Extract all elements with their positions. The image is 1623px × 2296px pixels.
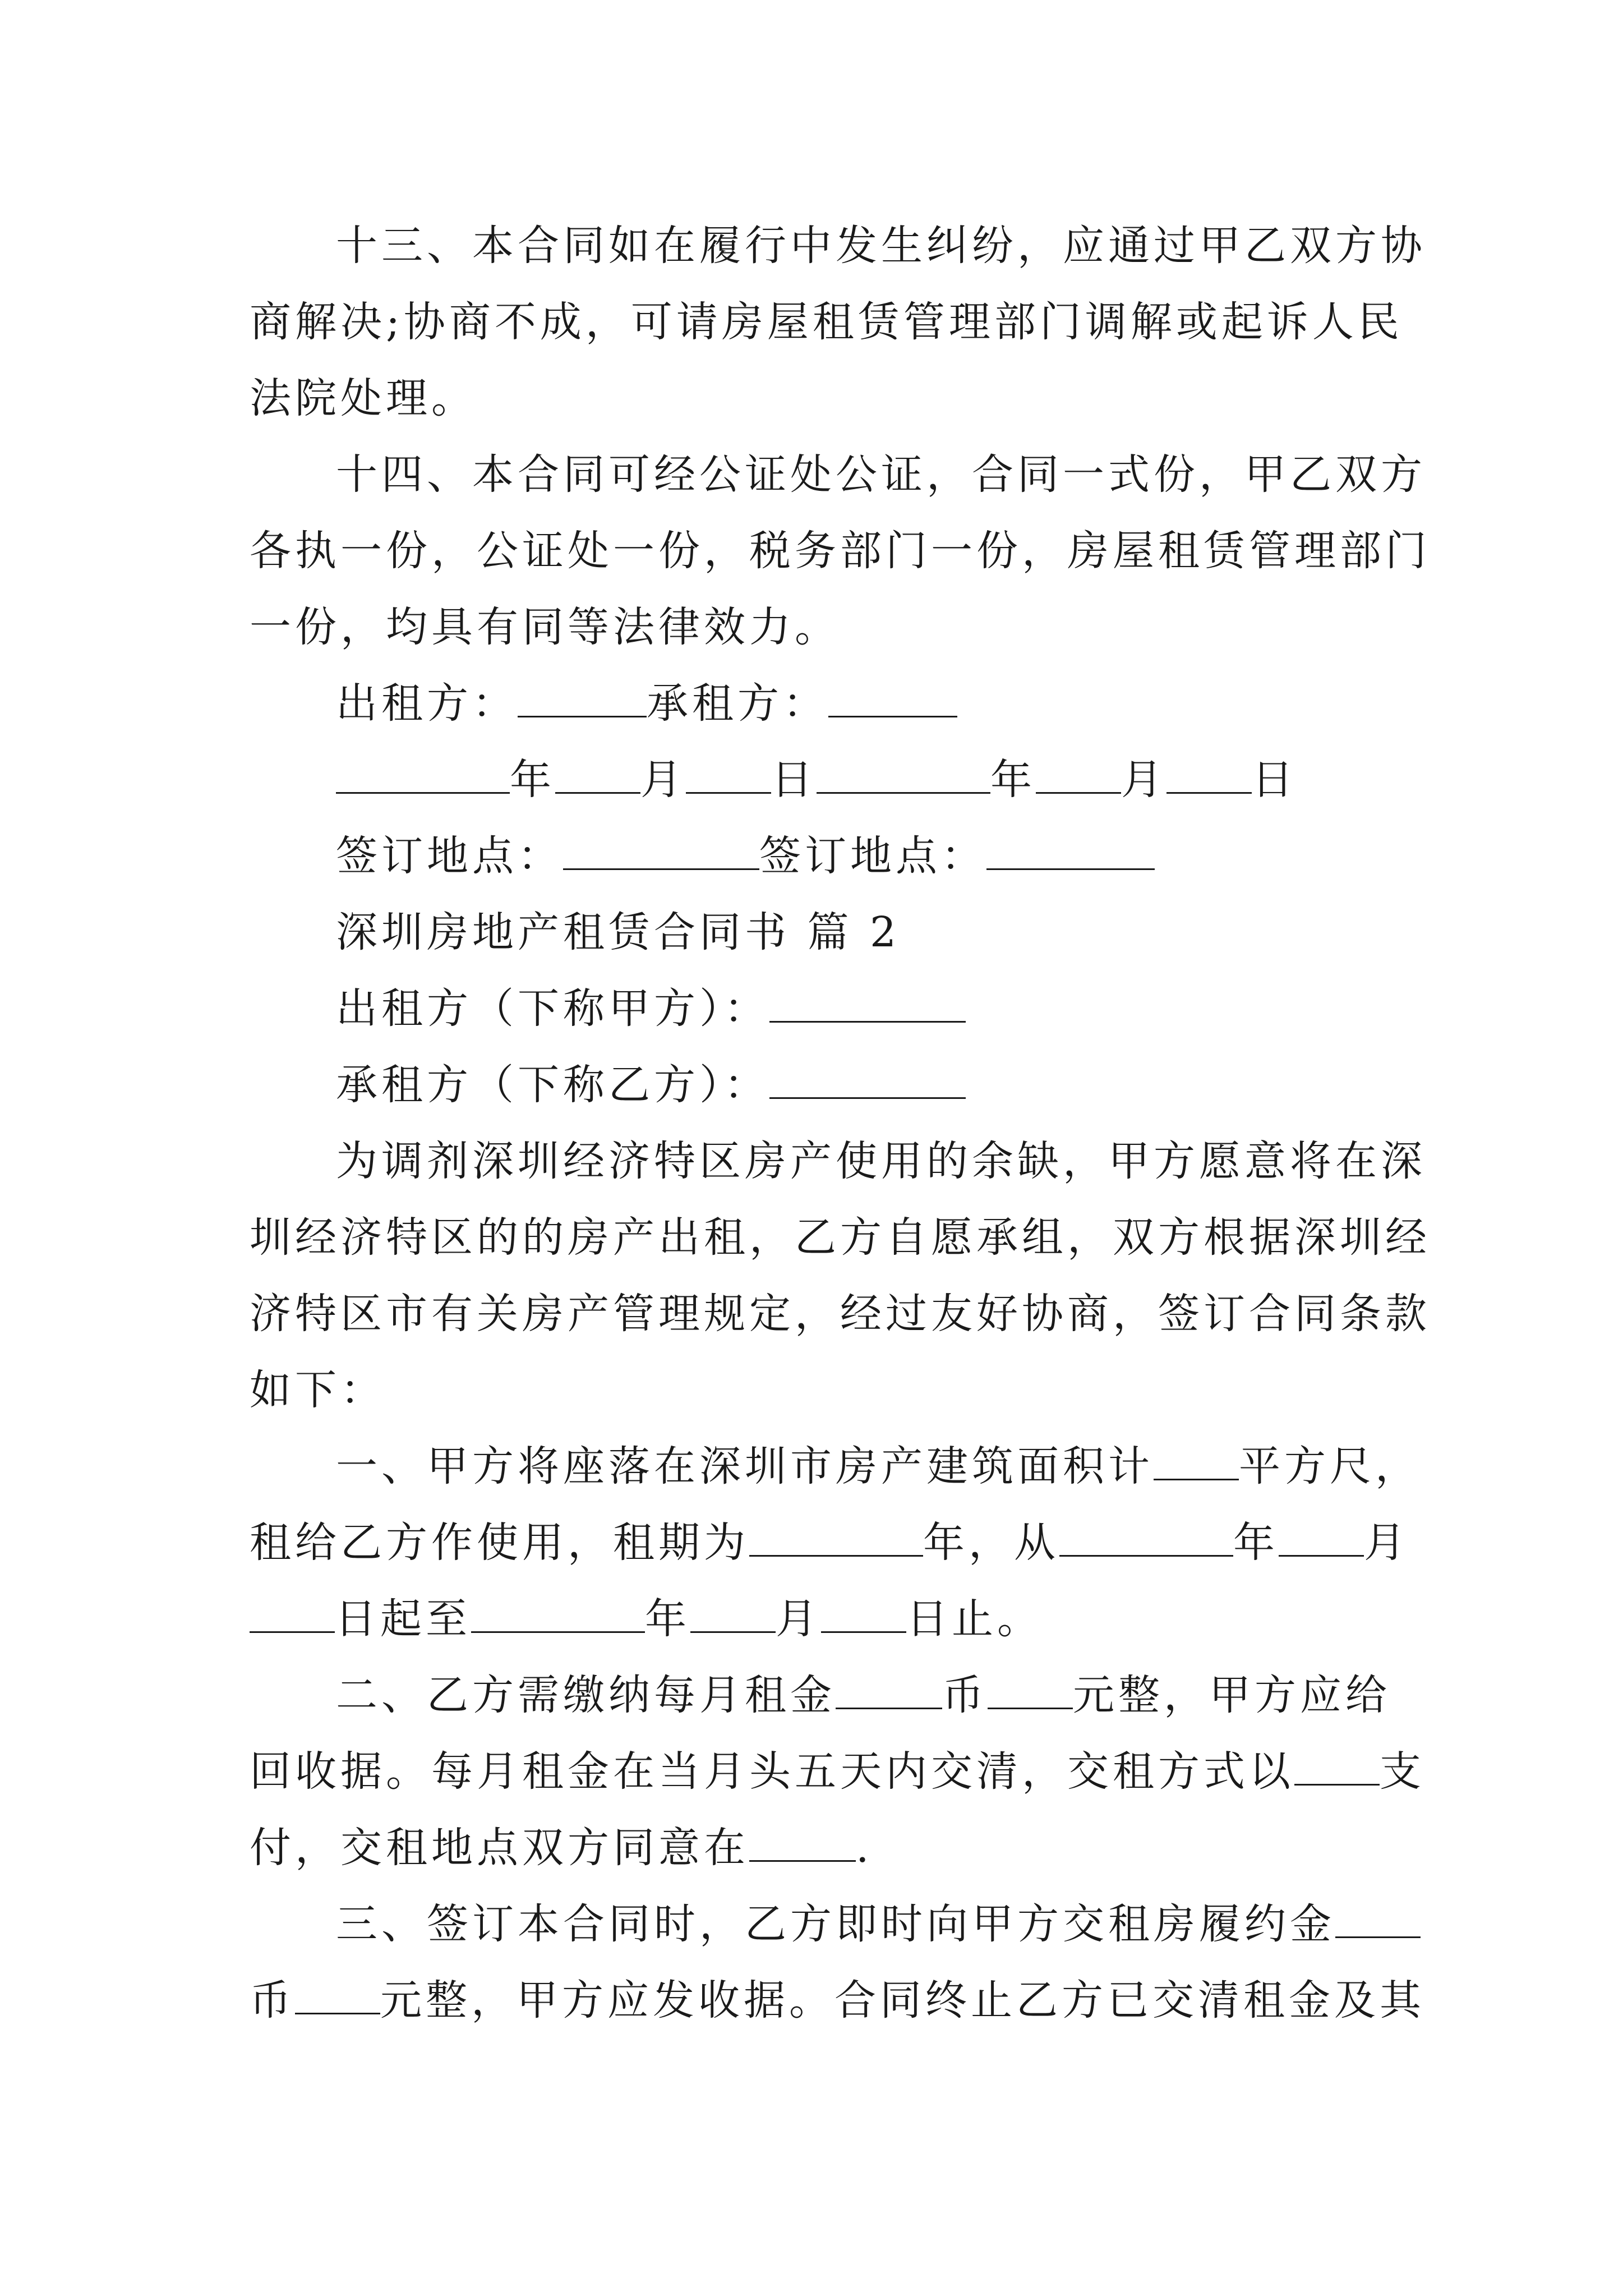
place-blank [986, 832, 1155, 870]
place-blank [563, 832, 759, 870]
clause-text: 回收据。每月租金在当月头五天内交清，交租方式以 [250, 1747, 1294, 1796]
party-b-line [336, 1047, 1480, 1123]
clause-3 [250, 1886, 1425, 2039]
clause-text: 币 [942, 1671, 988, 1719]
clause-1 [250, 1428, 1421, 1657]
clause-text: 月 [776, 1595, 821, 1643]
text-line: 圳经济特区的的房产出租，乙方自愿承组，双方根据深圳经 [250, 1213, 1431, 1262]
clause-text: 支 [1380, 1747, 1425, 1796]
clause-text: 币 [250, 1976, 295, 2024]
clause-text: 年 [1233, 1519, 1279, 1567]
signature-places-line [336, 818, 1480, 894]
clause-text: 年，从 [923, 1519, 1059, 1567]
clause-text: 一、甲方将座落在深圳市房产建筑面积计 [336, 1442, 1154, 1490]
section-heading: 深圳房地产租赁合同书 篇 2 [336, 908, 901, 956]
clause-text: 月 [1364, 1519, 1409, 1567]
lessor-label: 出租方： [336, 679, 518, 728]
day-blank [686, 756, 771, 794]
text-line [250, 1504, 1409, 1581]
text-line: 济特区市有关房产管理规定，经过友好协商，签订合同条款 [250, 1290, 1431, 1338]
clause-text: 日止。 [906, 1595, 1043, 1643]
text-line: 各执一份，公证处一份，税务部门一份，房屋租赁管理部门 [250, 527, 1431, 575]
year-blank [471, 1595, 645, 1633]
month-blank [1036, 756, 1121, 794]
deposit-currency-blank [1335, 1901, 1421, 1938]
month-blank [690, 1595, 776, 1633]
clause-text: . [856, 1824, 873, 1872]
lessee-label: 承租方： [647, 679, 828, 728]
text-line: 法院处理。 [250, 374, 477, 422]
year-label: 年 [990, 756, 1036, 804]
deposit-amount-blank [295, 1977, 380, 2014]
clause-text: 日起至 [335, 1595, 471, 1643]
text-line [250, 1428, 1421, 1504]
place-label: 签订地点： [336, 832, 563, 880]
year-blank [1059, 1519, 1233, 1557]
month-label: 月 [1121, 756, 1166, 804]
text-line [250, 1962, 1425, 2039]
day-blank [250, 1595, 335, 1633]
clause-text: 平方尺， [1239, 1442, 1421, 1490]
text-line: 商解决;协商不成，可请房屋租赁管理部门调解或起诉人民 [250, 298, 1403, 346]
clause-text: 元整，甲方应给 [1073, 1671, 1391, 1719]
year-blank [817, 756, 990, 794]
text-line [250, 1657, 1394, 1733]
preamble-paragraph [250, 1123, 1431, 1428]
party-b-label: 承租方（下称乙方）： [336, 1061, 769, 1109]
day-label: 日 [771, 756, 817, 804]
signature-dates-line [336, 742, 1480, 818]
clause-2 [250, 1657, 1425, 1886]
party-a-label: 出租方（下称甲方）： [336, 984, 769, 1033]
payment-method-blank [1294, 1748, 1380, 1786]
month-label: 月 [640, 756, 686, 804]
text-line: 为调剂深圳经济特区房产使用的余缺，甲方愿意将在深 [336, 1137, 1426, 1185]
place-label: 签订地点： [759, 832, 986, 880]
location-blank [749, 1824, 856, 1862]
text-line: 十三、本合同如在履行中发生纠纷，应通过甲乙双方协 [336, 222, 1426, 270]
lessee-blank [828, 680, 957, 717]
clause-text: 付，交租地点双方同意在 [250, 1824, 749, 1872]
day-blank [1166, 756, 1252, 794]
currency-blank [836, 1672, 942, 1709]
party-a-blank [769, 985, 966, 1023]
year-label: 年 [510, 756, 555, 804]
day-label: 日 [1252, 756, 1297, 804]
area-blank [1154, 1443, 1239, 1480]
party-b-blank [769, 1061, 966, 1099]
month-blank [1279, 1519, 1364, 1557]
text-line [250, 1810, 1394, 1886]
text-line [250, 1733, 1425, 1810]
clause-text: 年 [645, 1595, 690, 1643]
party-a-line [336, 970, 1480, 1047]
clause-text: 三、签订本合同时，乙方即时向甲方交租房履约金 [336, 1900, 1335, 1948]
term-blank [749, 1519, 923, 1557]
day-blank [821, 1595, 906, 1633]
article-14 [250, 436, 1431, 665]
amount-blank [988, 1672, 1073, 1709]
month-blank [555, 756, 640, 794]
clause-text: 元整，甲方应发收据。合同终止乙方已交清租金及其 [380, 1976, 1425, 2024]
text-line: 一份，均具有同等法律效力。 [250, 603, 840, 651]
clause-text: 二、乙方需缴纳每月租金 [336, 1671, 836, 1719]
clause-text: 租给乙方作使用，租期为 [250, 1519, 749, 1567]
year-blank [336, 756, 510, 794]
text-line [250, 1886, 1394, 1962]
text-line: 十四、本合同可经公证处公证，合同一式份，甲乙双方 [336, 450, 1426, 499]
lessor-blank [518, 680, 647, 717]
text-line [250, 1581, 1394, 1657]
signature-parties-line [336, 665, 1480, 742]
article-13 [250, 208, 1426, 436]
text-line: 如下： [250, 1366, 386, 1414]
